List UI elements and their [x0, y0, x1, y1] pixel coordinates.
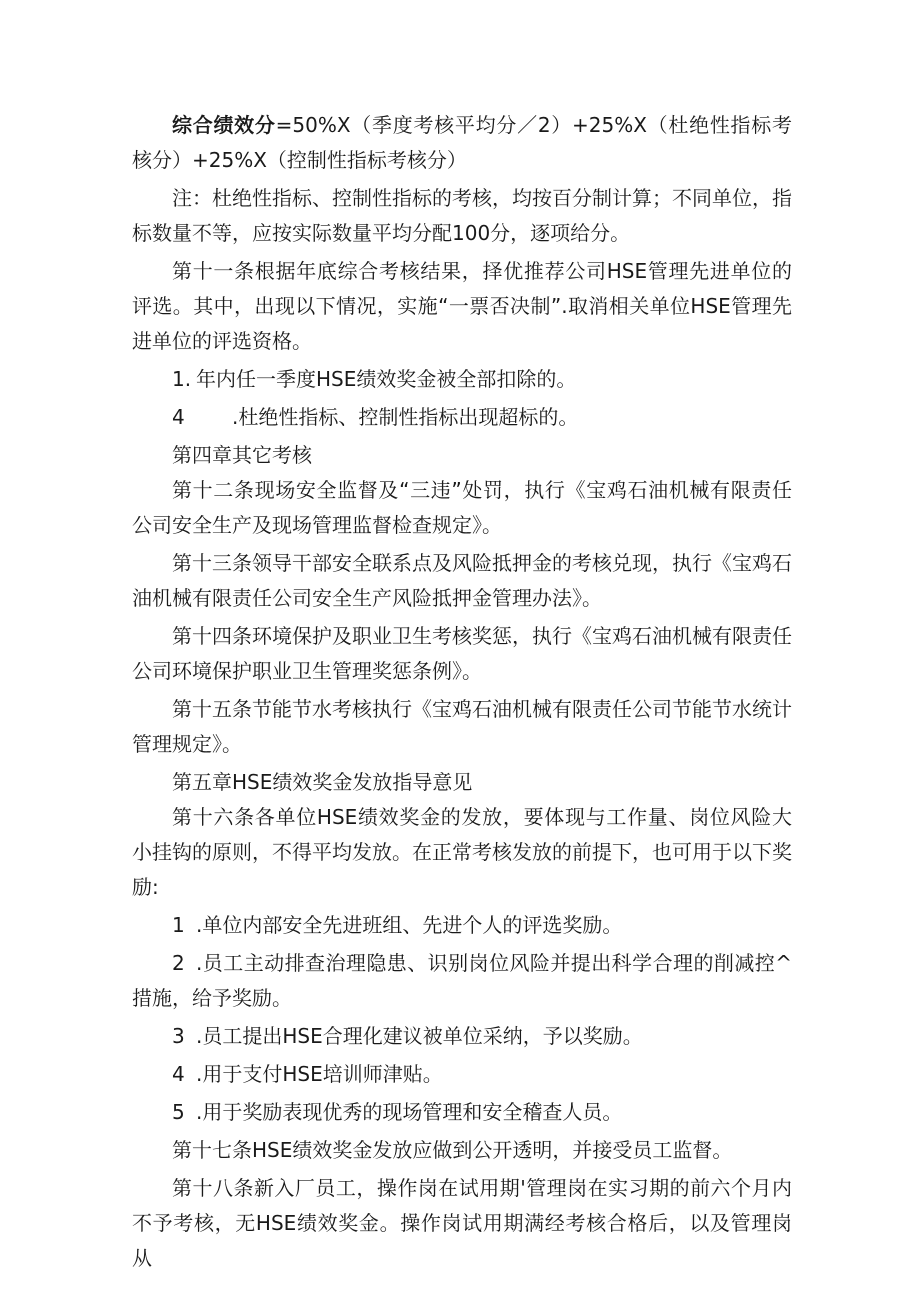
article-18: 第十八条新入厂员工，操作岗在试用期'管理岗在实习期的前六个月内不予考核，无HSE绩效奖金。操作岗试用期满经考核合格后，以及管理岗从 [132, 1176, 792, 1270]
list-item-text: .用于奖励表现优秀的现场管理和安全稽查人员。 [196, 1100, 623, 1124]
note-paragraph: 注：杜绝性指标、控制性指标的考核，均按百分制计算；不同单位，指标数量不等，应按实际数量平均分配100分，逐项给分。 [132, 186, 792, 245]
list-item-text: 年内任一季度HSE绩效奖金被全部扣除的。 [196, 367, 577, 391]
formula-paragraph [132, 108, 792, 178]
list-item-text: .员工提出HSE合理化建议被单位采纳，予以奖励。 [196, 1024, 643, 1048]
list-item-number: 5 [172, 1100, 185, 1124]
list-item-16-1 [132, 908, 792, 943]
article-17: 第十七条HSE绩效奖金发放应做到公开透明，并接受员工监督。 [172, 1138, 733, 1162]
list-item-number: 4 [172, 405, 185, 429]
article-15: 第十五条节能节水考核执行《宝鸡石油机械有限责任公司节能节水统计管理规定》。 [132, 697, 792, 756]
list-item-number: 3 [172, 1024, 185, 1048]
article-14: 第十四条环境保护及职业卫生考核奖惩，执行《宝鸡石油机械有限责任公司环境保护职业卫生管理奖惩条例》。 [132, 624, 792, 683]
list-item-11-1 [132, 362, 792, 397]
article-12: 第十二条现场安全监督及“三违”处罚，执行《宝鸡石油机械有限责任公司安全生产及现场管理监督检查规定》。 [132, 478, 792, 537]
article-11: 第十一条根据年底综合考核结果，择优推荐公司HSE管理先进单位的评选。其中，出现以下情况，实施“一票否决制”.取消相关单位HSE管理先进单位的评选资格。 [132, 259, 792, 353]
list-item-number: 1. [172, 367, 192, 391]
list-item-11-2 [132, 400, 792, 435]
list-item-text: .杜绝性指标、控制性指标出现超标的。 [232, 405, 579, 429]
document-page [132, 108, 792, 1279]
list-item-16-4 [132, 1057, 792, 1092]
article-13: 第十三条领导干部安全联系点及风险抵押金的考核兑现，执行《宝鸡石油机械有限责任公司安全生产风险抵押金管理办法》。 [132, 551, 792, 610]
list-item-number: 2 [172, 951, 185, 975]
list-item-text: .用于支付HSE培训师津贴。 [196, 1062, 443, 1086]
formula-text: =50%X（季度考核平均分／2）+25%X（杜绝性指标考核分）+25%X（控制性指标考核分） [132, 113, 792, 172]
article-16: 第十六条各单位HSE绩效奖金的发放，要体现与工作量、岗位风险大小挂钩的原则，不得平均发放。在正常考核发放的前提下，也可用于以下奖励: [132, 805, 792, 899]
list-item-16-3 [132, 1019, 792, 1054]
chapter-4-heading: 第四章其它考核 [172, 443, 312, 467]
list-item-text: .员工主动排查治理隐患、识别岗位风险并提出科学合理的削减控^措施，给予奖励。 [132, 951, 792, 1010]
list-item-number: 4 [172, 1062, 185, 1086]
list-item-16-5 [132, 1095, 792, 1130]
list-item-16-2 [132, 946, 792, 1016]
chapter-5-heading: 第五章HSE绩效奖金发放指导意见 [172, 770, 473, 794]
list-item-number: 1 [172, 913, 185, 937]
list-item-text: .单位内部安全先进班组、先进个人的评选奖励。 [196, 913, 623, 937]
formula-label: 综合绩效分 [172, 113, 276, 137]
